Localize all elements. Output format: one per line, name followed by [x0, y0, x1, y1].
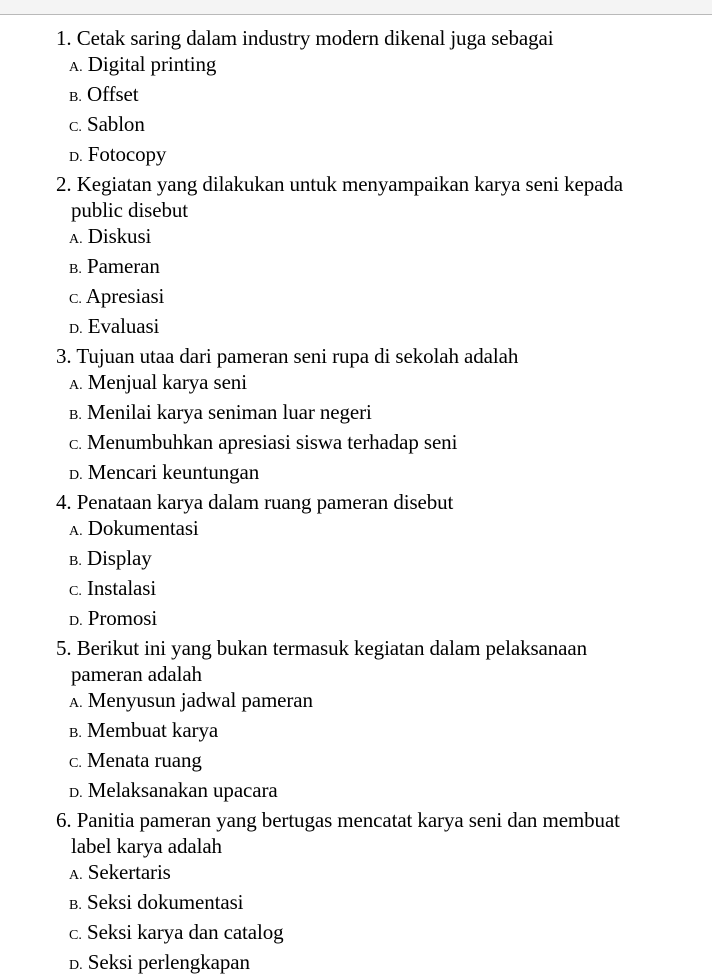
option-letter: D. — [69, 786, 83, 801]
option-text: Evaluasi — [87, 314, 160, 338]
option-text: Promosi — [87, 606, 158, 630]
option-letter: B. — [69, 554, 82, 569]
option-letter: C. — [69, 438, 82, 453]
option-letter: B. — [69, 262, 82, 277]
option-letter: A. — [69, 524, 83, 539]
option-text: Offset — [87, 82, 139, 106]
question-text — [56, 25, 646, 51]
answer-option[interactable] — [56, 429, 692, 459]
question-prompt: Cetak saring dalam industry modern dikenal juga sebagai — [76, 26, 554, 50]
question-number: 5. — [56, 636, 72, 660]
question-prompt: Tujuan utaa dari pameran seni rupa di sekolah adalah — [76, 344, 519, 368]
question-text — [56, 807, 646, 859]
option-text: Fotocopy — [87, 142, 167, 166]
question-block — [56, 343, 692, 489]
answer-option[interactable] — [56, 399, 692, 429]
answer-option[interactable] — [56, 253, 692, 283]
option-text: Mencari keuntungan — [87, 460, 260, 484]
option-letter: C. — [69, 292, 82, 307]
question-number: 4. — [56, 490, 72, 514]
question-number: 3. — [56, 344, 72, 368]
option-text: Menumbuhkan apresiasi siswa terhadap seni — [87, 430, 458, 454]
option-letter: D. — [69, 150, 83, 165]
option-letter: B. — [69, 408, 82, 423]
question-number: 1. — [56, 26, 72, 50]
answer-option[interactable] — [56, 545, 692, 575]
option-text: Menilai karya seniman luar negeri — [87, 400, 372, 424]
answer-option[interactable] — [56, 313, 692, 343]
answer-option[interactable] — [56, 919, 692, 949]
question-prompt: Penataan karya dalam ruang pameran disebut — [76, 490, 454, 514]
answer-option[interactable] — [56, 747, 692, 777]
option-letter: C. — [69, 756, 82, 771]
option-letter: A. — [69, 378, 83, 393]
question-block — [56, 489, 692, 635]
option-letter: C. — [69, 584, 82, 599]
option-text: Dokumentasi — [87, 516, 199, 540]
option-text: Menata ruang — [87, 748, 202, 772]
answer-option[interactable] — [56, 81, 692, 111]
option-text: Instalasi — [87, 576, 157, 600]
option-letter: B. — [69, 90, 82, 105]
answer-option[interactable] — [56, 369, 692, 399]
question-text — [56, 343, 646, 369]
option-text: Apresiasi — [85, 284, 165, 308]
answer-option[interactable] — [56, 111, 692, 141]
question-text — [56, 489, 646, 515]
question-block — [56, 25, 692, 171]
answer-option[interactable] — [56, 575, 692, 605]
option-text: Melaksanakan upacara — [87, 778, 278, 802]
option-text: Membuat karya — [87, 718, 219, 742]
question-number: 2. — [56, 172, 72, 196]
question-block — [56, 171, 692, 343]
option-letter: D. — [69, 322, 83, 337]
option-text: Display — [87, 546, 152, 570]
answer-option[interactable] — [56, 459, 692, 489]
option-letter: A. — [69, 696, 83, 711]
option-text: Seksi perlengkapan — [87, 950, 250, 974]
answer-option[interactable] — [56, 949, 692, 979]
option-letter: D. — [69, 614, 83, 629]
option-letter: C. — [69, 928, 82, 943]
question-list — [56, 25, 692, 979]
question-block — [56, 635, 692, 807]
question-prompt: Kegiatan yang dilakukan untuk menyampaikan karya seni kepada public disebut — [71, 172, 623, 222]
top-chrome-bar — [0, 0, 712, 15]
option-letter: A. — [69, 60, 83, 75]
answer-option[interactable] — [56, 717, 692, 747]
answer-option[interactable] — [56, 777, 692, 807]
option-text: Digital printing — [87, 52, 217, 76]
answer-option[interactable] — [56, 605, 692, 635]
option-text: Sekertaris — [87, 860, 171, 884]
option-letter: B. — [69, 726, 82, 741]
option-text: Seksi karya dan catalog — [87, 920, 284, 944]
option-letter: C. — [69, 120, 82, 135]
option-letter: A. — [69, 868, 83, 883]
answer-option[interactable] — [56, 687, 692, 717]
answer-option[interactable] — [56, 515, 692, 545]
question-prompt: Berikut ini yang bukan termasuk kegiatan dalam pelaksanaan pameran adalah — [71, 636, 587, 686]
option-letter: A. — [69, 232, 83, 247]
option-letter: B. — [69, 898, 82, 913]
answer-option[interactable] — [56, 859, 692, 889]
document-body — [0, 16, 712, 979]
option-letter: D. — [69, 958, 83, 973]
question-block — [56, 807, 692, 979]
option-text: Pameran — [87, 254, 160, 278]
option-letter: D. — [69, 468, 83, 483]
option-text: Seksi dokumentasi — [87, 890, 244, 914]
option-text: Menyusun jadwal pameran — [87, 688, 313, 712]
option-text: Diskusi — [87, 224, 152, 248]
question-number: 6. — [56, 808, 72, 832]
question-text — [56, 635, 646, 687]
answer-option[interactable] — [56, 223, 692, 253]
option-text: Sablon — [87, 112, 145, 136]
answer-option[interactable] — [56, 283, 692, 313]
question-text — [56, 171, 646, 223]
answer-option[interactable] — [56, 141, 692, 171]
question-prompt: Panitia pameran yang bertugas mencatat karya seni dan membuat label karya adalah — [71, 808, 620, 858]
answer-option[interactable] — [56, 51, 692, 81]
option-text: Menjual karya seni — [87, 370, 247, 394]
